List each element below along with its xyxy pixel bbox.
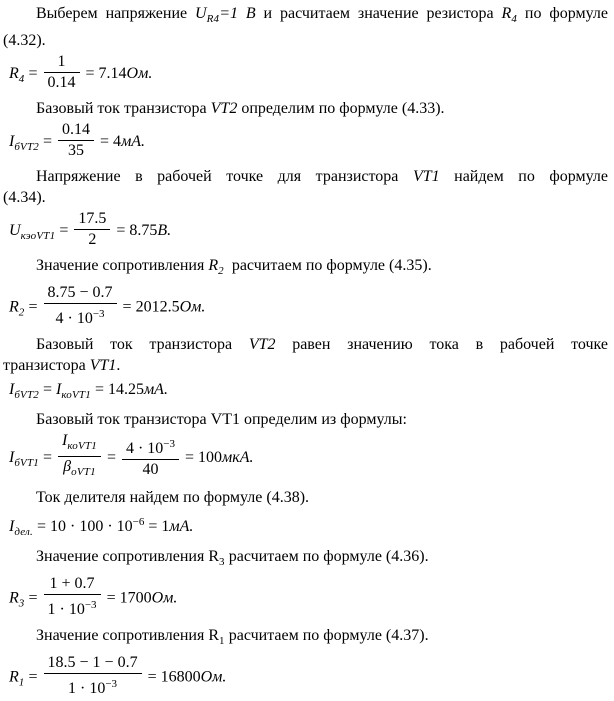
fraction	[74, 209, 110, 250]
superscript: −3	[163, 437, 176, 450]
subscript: бVT1	[14, 457, 39, 470]
text-run: 17.5	[78, 210, 107, 227]
fraction-denominator	[58, 141, 94, 161]
fraction-denominator	[44, 674, 142, 699]
subscript: 3	[18, 597, 25, 610]
text-run: Значение сопротивления R	[36, 548, 220, 565]
fraction-numerator	[44, 653, 142, 674]
text-run: расчитаем по формуле (4.37).	[224, 627, 429, 644]
formula-ib-vt1	[3, 433, 608, 484]
para-resistance-r3	[3, 546, 608, 573]
para-working-point-vt1	[3, 166, 608, 208]
subscript: 4	[511, 13, 518, 25]
text-run: Значение сопротивления R	[36, 627, 220, 644]
fraction-denominator	[122, 460, 179, 480]
fraction-numerator	[44, 52, 80, 73]
text-run: =	[24, 65, 42, 83]
subscript: 4	[18, 73, 25, 86]
text-run: 4 · 10	[125, 439, 164, 457]
text-run: Базовый ток транзистора	[36, 100, 211, 117]
fraction-denominator	[44, 304, 117, 329]
italic-text-run: Ом.	[200, 668, 227, 686]
italic-text-run: U	[9, 222, 21, 240]
fraction	[44, 574, 101, 620]
text-run: 0.14	[62, 121, 91, 138]
subscript: 1	[18, 676, 25, 689]
text-run: 8.75 − 0.7	[47, 284, 113, 301]
italic-text-run: VT2	[248, 336, 276, 353]
paragraph-line	[3, 546, 608, 573]
subscript: 2	[218, 265, 224, 277]
formula-r4	[3, 54, 608, 95]
italic-text-run: I	[9, 449, 15, 467]
italic-text-run: β	[63, 458, 72, 475]
text-run: = 1	[144, 518, 170, 535]
text-run: (4.32).	[3, 32, 46, 49]
text-run: 18.5 − 1 − 0.7	[47, 654, 138, 671]
document-page	[3, 3, 608, 701]
text-run: (4.34).	[3, 189, 46, 206]
italic-text-run: U	[195, 5, 207, 22]
text-run: 1 + 0.7	[49, 575, 95, 592]
superscript: −3	[84, 599, 97, 611]
para-select-voltage	[3, 3, 608, 51]
text-run: 1 · 10	[47, 601, 85, 618]
italic-text-run: мА.	[143, 381, 168, 398]
italic-text-run: I	[56, 381, 62, 398]
para-vt2-equals-working-point	[3, 334, 608, 376]
superscript: −6	[132, 516, 145, 528]
formula-r3	[3, 576, 608, 622]
text-run: = 4	[96, 133, 122, 151]
fraction-numerator	[58, 120, 94, 141]
subscript: R4	[206, 13, 220, 25]
text-run: и расчитаем значение резистора	[255, 5, 502, 22]
fraction-numerator	[122, 434, 179, 460]
para-divider-current	[3, 487, 608, 508]
fraction	[58, 120, 94, 161]
italic-text-run: R	[9, 589, 19, 607]
formula-r2	[3, 285, 608, 331]
italic-text-run: В.	[157, 222, 172, 240]
text-run: =	[39, 133, 57, 151]
text-run: = 7.14	[81, 65, 127, 83]
italic-text-run: R	[9, 668, 19, 686]
text-run: 40	[142, 460, 159, 478]
text-run: =	[24, 668, 42, 686]
italic-text-run: VT2	[210, 100, 238, 117]
fraction-numerator	[74, 209, 110, 230]
text-run: =	[55, 222, 73, 240]
fraction-denominator	[44, 595, 101, 620]
text-run: по формуле	[517, 5, 608, 22]
text-run: .	[116, 357, 121, 374]
text-run: =	[102, 449, 120, 467]
formula-i-divider	[3, 510, 608, 544]
formula-r1	[3, 655, 608, 701]
italic-text-run: =1 В	[219, 5, 256, 22]
para-base-current-vt1	[3, 409, 608, 430]
italic-text-run: R	[9, 65, 19, 83]
italic-text-run: Ом.	[151, 589, 178, 607]
text-run: равен значению тока в рабочей точке	[275, 336, 608, 353]
subscript: 3	[219, 556, 225, 568]
subscript: дел.	[14, 526, 33, 538]
text-run: 1	[57, 53, 66, 70]
paragraph-line	[3, 255, 608, 282]
text-run: =	[24, 589, 42, 607]
text-run: расчитаем по формуле (4.36).	[224, 548, 429, 565]
subscript: бVT2	[14, 389, 39, 401]
fraction	[122, 434, 179, 480]
text-run: Напряжение в рабочей точке для транзистора	[36, 168, 413, 185]
fraction-numerator	[58, 431, 101, 457]
text-run: Базовый ток транзистора	[36, 336, 249, 353]
text-run: =	[24, 298, 42, 316]
italic-text-run: Ом.	[179, 298, 206, 316]
paragraph-line	[3, 166, 608, 187]
superscript: −3	[105, 678, 118, 690]
paragraph-line	[3, 487, 608, 508]
italic-text-run: мА.	[121, 133, 146, 151]
text-run: 0.14	[47, 74, 76, 91]
paragraph-line	[3, 98, 608, 119]
italic-text-run: R	[9, 298, 19, 316]
fraction-denominator	[74, 230, 110, 250]
fraction	[44, 283, 117, 329]
fraction-numerator	[44, 283, 117, 304]
text-run: = 1700	[102, 589, 152, 607]
subscript: 1	[219, 635, 225, 647]
paragraph-line	[3, 334, 608, 355]
fraction-numerator	[44, 574, 101, 595]
text-run: Выберем напряжение	[36, 5, 195, 22]
subscript: коVT1	[67, 440, 97, 452]
italic-text-run: R	[501, 5, 512, 22]
paragraph-line	[3, 30, 608, 51]
text-run: найдем по формуле	[439, 168, 608, 185]
fraction	[44, 52, 80, 93]
fraction	[44, 653, 142, 699]
text-run: Ток делителя найдем по формуле (4.38).	[36, 489, 310, 506]
text-run: = 10 · 100 · 10	[32, 518, 133, 535]
paragraph-line	[3, 409, 608, 430]
para-base-current-vt2	[3, 98, 608, 119]
italic-text-run: Ом.	[126, 65, 153, 83]
italic-text-run: I	[9, 133, 15, 151]
subscript: 2	[18, 306, 25, 319]
paragraph-line	[3, 355, 608, 376]
fraction-denominator	[58, 457, 101, 482]
text-run: 35	[68, 142, 85, 159]
text-run: = 14.25	[90, 381, 144, 398]
fraction	[58, 431, 101, 482]
subscript: коVT1	[61, 389, 91, 401]
subscript: оVT1	[71, 466, 96, 478]
subscript: кэоVT1	[20, 230, 56, 243]
text-run: 1 · 10	[68, 680, 106, 697]
text-run: = 8.75	[112, 222, 158, 240]
formula-ib-vt2-equals-iko-vt1	[3, 378, 608, 407]
italic-text-run: R	[208, 257, 219, 274]
para-resistance-r1	[3, 625, 608, 652]
formula-ib-vt2	[3, 122, 608, 163]
text-run: =	[39, 381, 57, 398]
text-run: расчитаем по формуле (4.35).	[223, 257, 432, 274]
paragraph-line	[3, 625, 608, 652]
text-run: Базовый ток транзистора VT1 определим из формулы:	[36, 411, 407, 428]
text-run: определим по формуле (4.33).	[237, 100, 445, 117]
text-run: 4 · 10	[55, 310, 93, 327]
text-run: 2	[88, 231, 97, 248]
superscript: −3	[92, 308, 105, 320]
para-resistance-r2	[3, 255, 608, 282]
italic-text-run: VT1	[89, 357, 117, 374]
fraction-denominator	[44, 73, 80, 93]
text-run: = 2012.5	[118, 298, 180, 316]
formula-ukeo-vt1	[3, 211, 608, 252]
text-run: =	[39, 449, 57, 467]
subscript: бVT2	[14, 141, 39, 154]
text-run: транзистора	[3, 357, 90, 374]
italic-text-run: I	[62, 432, 68, 449]
italic-text-run: I	[9, 381, 15, 398]
paragraph-line	[3, 3, 608, 30]
text-run: = 16800	[143, 668, 201, 686]
paragraph-line	[3, 187, 608, 208]
italic-text-run: VT1	[412, 168, 440, 185]
text-run: = 100	[181, 449, 223, 467]
italic-text-run: мкА.	[222, 449, 254, 467]
italic-text-run: мА.	[169, 518, 194, 535]
italic-text-run: I	[9, 518, 15, 535]
text-run: Значение сопротивления	[36, 257, 209, 274]
